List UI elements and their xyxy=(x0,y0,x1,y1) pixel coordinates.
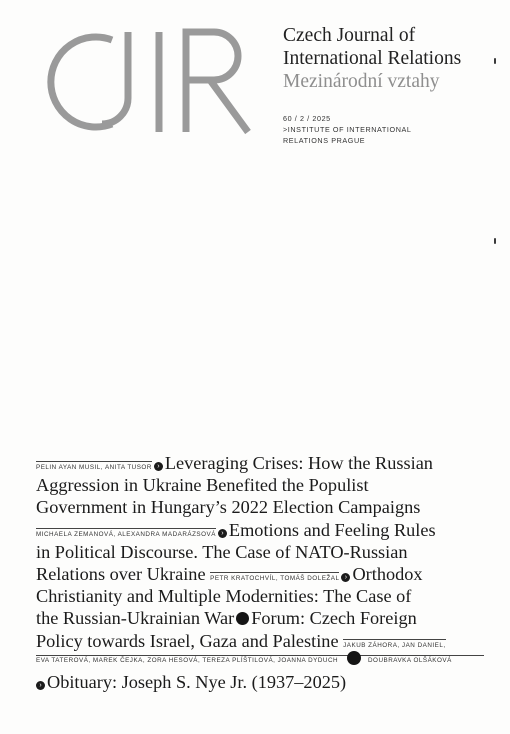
article-2-title-line-3: Relations over Ukraine xyxy=(36,563,206,584)
logo-letter-c xyxy=(51,37,112,127)
publisher-line-2: RELATIONS PRAGUE xyxy=(283,136,366,145)
masthead xyxy=(283,24,498,146)
bullet-dot-icon xyxy=(347,651,361,665)
logo-letter-j xyxy=(102,32,128,124)
journal-title-line-1: Czech Journal of xyxy=(283,25,416,46)
arrow-circle-icon: › xyxy=(218,529,227,538)
forum-authors-line-2: EVA TATEROVÁ, MAREK ČEJKA, ZORA HESOVÁ, TEREZA PLÍŠTILOVÁ, JOANNA DYDUCH xyxy=(36,656,339,664)
toc-line xyxy=(36,474,484,496)
publisher-line-1: >INSTITUTE OF INTERNATIONAL xyxy=(283,125,412,134)
arrow-circle-icon: › xyxy=(36,681,45,690)
article-3-title-line-1: Orthodox xyxy=(352,563,423,584)
article-2-authors: MICHAELA ZEMANOVÁ, ALEXANDRA MADARÁZSOVÁ xyxy=(36,528,216,538)
journal-title-line-2: International Relations xyxy=(283,48,462,69)
article-3-title-line-2: Christianity and Multiple Modernities: The Case of xyxy=(36,586,412,607)
arrow-circle-icon: › xyxy=(154,462,163,471)
article-1-title-line-2: Aggression in Ukraine Benefited the Populist xyxy=(36,475,369,496)
toc-line xyxy=(36,452,484,474)
article-3-authors: PETR KRATOCHVÍL, TOMÁŠ DOLEŽAL xyxy=(210,572,339,582)
toc-line xyxy=(36,541,484,563)
scan-speck xyxy=(494,238,496,244)
article-2-title-line-2: in Political Discourse. The Case of NATO-Russian xyxy=(36,541,408,562)
article-2-title-line-1: Emotions and Feeling Rules xyxy=(228,519,436,540)
article-1-title-line-1: Leveraging Crises: How the Russian xyxy=(164,453,433,473)
authors-rule xyxy=(36,655,484,656)
article-1-title-line-3: Government in Hungary’s 2022 Election Campaigns xyxy=(36,497,421,518)
scan-speck xyxy=(494,58,496,64)
cjir-logo xyxy=(34,28,262,136)
forum-authors-line-1: JAKUB ZÁHORA, JAN DANIEL, xyxy=(343,639,445,649)
toc-line xyxy=(36,585,484,607)
table-of-contents xyxy=(36,452,484,693)
issue-number: 60 / 2 / 2025 xyxy=(283,114,331,123)
forum-title-line: Policy towards Israel, Gaza and Palestine xyxy=(36,630,339,651)
forum-authors-line-3: DOUBRAVKA OLŠÁKOVÁ xyxy=(368,656,452,664)
bullet-dot-icon xyxy=(236,612,249,625)
toc-line xyxy=(36,671,484,693)
toc-line xyxy=(36,563,484,585)
logo-letter-r xyxy=(186,32,248,132)
forum-section-title: Forum: Czech Foreign xyxy=(251,608,417,629)
issue-meta xyxy=(283,113,498,146)
forum-authors-row xyxy=(36,652,484,668)
journal-title-czech: Mezinárodní vztahy xyxy=(283,71,440,92)
arrow-circle-icon: › xyxy=(341,573,350,582)
toc-line xyxy=(36,519,484,541)
obituary-title: Obituary: Joseph S. Nye Jr. (1937–2025) xyxy=(47,671,347,692)
toc-line xyxy=(36,630,484,652)
article-1-authors: PELIN AYAN MUSIL, ANITA TUSOR xyxy=(36,461,152,471)
toc-line xyxy=(36,496,484,518)
article-3-title-line-3: the Russian-Ukrainian War xyxy=(36,608,235,629)
toc-line xyxy=(36,607,484,629)
